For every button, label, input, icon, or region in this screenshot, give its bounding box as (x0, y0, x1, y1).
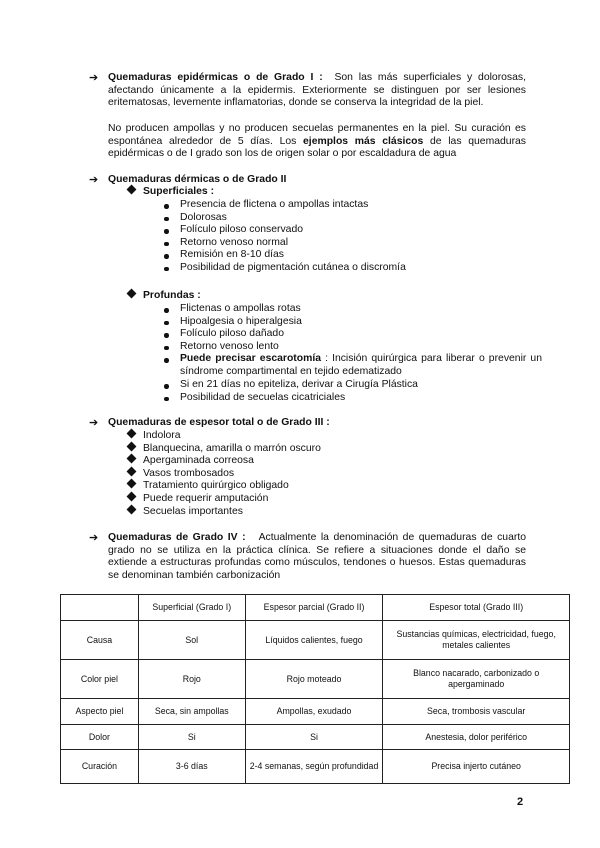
list-item-text: Si en 21 días no epiteliza, derivar a Cirugía Plástica (180, 379, 418, 390)
profundas-list-2 (164, 379, 418, 404)
table-cell: Si (138, 725, 245, 750)
bullet-icon (164, 204, 169, 209)
list-item (164, 212, 406, 225)
p2-before: No producen ampollas y no producen secuelas permanentes en la piel. Su curación es espontánea alrededor de 5 días. Los (108, 123, 526, 147)
list-item (164, 262, 406, 275)
bullet-icon (164, 254, 169, 259)
list-item (164, 237, 406, 250)
list-item (164, 379, 418, 392)
table-cell: Seca, sin ampollas (138, 699, 245, 725)
list-item-text: Indolora (143, 430, 181, 441)
list-item-text: Folículo piloso dañado (180, 328, 284, 340)
list-item (164, 328, 302, 341)
list-item-text: Folículo piloso conservado (180, 224, 304, 236)
table-cell: Anestesia, dolor periférico (383, 725, 570, 750)
list-item-text: Secuelas importantes (143, 505, 243, 517)
arrow-icon: ➔ (89, 417, 99, 429)
bullet-icon (164, 397, 169, 402)
section-grado-4-text: Actualmente la denominación de quemaduras de cuarto grado no se utiliza en la práctica clínica. Se refiere a situaciones donde el daño se extiende a estructuras profundas como músculos, tendones o huesos. Estas quemaduras se denominan también carbonización (108, 532, 526, 581)
bullet-icon (164, 384, 169, 389)
table-header-cell: Espesor total (Grado III) (383, 595, 570, 621)
section-grado-1-title: Quemaduras epidérmicas o de Grado I (108, 72, 314, 83)
list-item (164, 341, 302, 354)
list-item-text: Vasos trombosados (143, 467, 235, 479)
profundas-label: Profundas : (143, 290, 201, 301)
diamond-bullet-icon (127, 454, 137, 464)
table-row (61, 750, 570, 784)
table-cell: Si (245, 725, 383, 750)
list-item-text: Remisión en 8-10 días (180, 249, 284, 261)
list-item (128, 480, 321, 493)
table-cell: 3-6 días (138, 750, 245, 784)
p2-after: de las quemaduras epidérmicas o de I grado son los de origen solar o por escaldadura de agua (108, 135, 526, 160)
section-grado-2-title: Quemaduras dérmicas o de Grado II (108, 174, 287, 185)
list-item-text: Dolorosas (180, 211, 227, 223)
diamond-bullet-icon (127, 504, 137, 514)
list-item (164, 199, 406, 212)
table-row (61, 699, 570, 725)
list-item (128, 430, 321, 443)
list-item-text: Blanquecina, amarilla o marrón oscuro (143, 442, 321, 454)
diamond-bullet-icon (127, 466, 137, 476)
profundas-heading (128, 290, 201, 303)
list-item (128, 493, 321, 506)
table-row (61, 621, 570, 660)
table-row-label: Curación (61, 750, 139, 784)
section-grado-1-text: Son las más superficiales y dolorosas, afectando únicamente a la epidermis. Exteriormente se distinguen por ser lesiones eritematosas, levemente inflamatorias, donde se conserva la integridad de la piel. (108, 72, 526, 109)
list-item-text: Posibilidad de secuelas cicatriciales (180, 391, 346, 403)
bullet-icon (164, 267, 169, 272)
table-cell: Precisa injerto cutáneo (383, 750, 570, 784)
list-item-text: Presencia de flictena o ampollas intactas (180, 199, 369, 210)
escarotomia-bold: Puede precisar escarotomía (180, 353, 322, 364)
title-colon: : (313, 72, 323, 83)
table-cell: Rojo (138, 660, 245, 699)
list-item-text: Posibilidad de pigmentación cutánea o discromía (180, 261, 406, 273)
burn-comparison-table (60, 594, 570, 784)
list-item-text: Retorno venoso lento (180, 340, 279, 352)
list-item (128, 468, 321, 481)
bullet-icon (164, 346, 169, 351)
diamond-bullet-icon (127, 289, 137, 299)
list-item (164, 303, 302, 316)
list-item (164, 249, 406, 262)
diamond-bullet-icon (127, 185, 137, 195)
list-item (164, 392, 418, 405)
table-row-label: Aspecto piel (61, 699, 139, 725)
table-cell: Blanco nacarado, carbonizado o apergaminado (383, 660, 570, 699)
list-item-text: Apergaminada correosa (143, 455, 254, 467)
table-cell: Sustancias químicas, electricidad, fuego, metales calientes (383, 621, 570, 660)
table-cell: Líquidos calientes, fuego (245, 621, 383, 660)
bullet-icon (164, 333, 169, 338)
superficiales-label: Superficiales : (143, 186, 215, 197)
list-item-text: Puede requerir amputación (143, 492, 269, 504)
list-item (128, 455, 321, 468)
table-row (61, 660, 570, 699)
table-row-label: Causa (61, 621, 139, 660)
table-row-label: Color piel (61, 660, 139, 699)
arrow-icon: ➔ (89, 72, 99, 84)
bullet-icon (164, 321, 169, 326)
section-grado-1 (108, 72, 526, 110)
table-cell: Sol (138, 621, 245, 660)
table-header-row (61, 595, 570, 621)
table-cell: Ampollas, exudado (245, 699, 383, 725)
diamond-bullet-icon (127, 429, 137, 439)
superficiales-heading (128, 186, 214, 199)
table-cell: Seca, trombosis vascular (383, 699, 570, 725)
bullet-icon (164, 229, 169, 234)
list-item (128, 443, 321, 456)
bullet-icon (164, 308, 169, 313)
escarotomia-text: : Incisión quirúrgica para liberar o prevenir un síndrome compartimental en tejido edematizado (180, 353, 542, 377)
list-item (128, 506, 321, 519)
superficiales-list (164, 199, 406, 275)
table-header-cell: Espesor parcial (Grado II) (245, 595, 383, 621)
list-item-text: Tratamiento quirúrgico obligado (143, 480, 289, 492)
title-colon: : (237, 532, 246, 543)
section-grado-1-paragraph-2 (108, 123, 526, 161)
section-grado-4-title: Quemaduras de Grado IV (108, 532, 238, 543)
escarotomia-item (164, 353, 542, 378)
diamond-bullet-icon (127, 479, 137, 489)
table-header-cell (61, 595, 139, 621)
page-number: 2 (517, 796, 524, 808)
arrow-icon: ➔ (89, 174, 99, 186)
bullet-icon (164, 217, 169, 222)
arrow-icon: ➔ (89, 532, 99, 544)
table-cell: 2-4 semanas, según profundidad (245, 750, 383, 784)
table-row (61, 725, 570, 750)
grado-3-list (128, 430, 321, 518)
table-header-cell: Superficial (Grado I) (138, 595, 245, 621)
list-item-text: Hipoalgesia o hiperalgesia (180, 315, 302, 327)
list-item-text: Retorno venoso normal (180, 236, 289, 248)
diamond-bullet-icon (127, 492, 137, 502)
table-row-label: Dolor (61, 725, 139, 750)
list-item-text: Flictenas o ampollas rotas (180, 303, 301, 314)
table-cell: Rojo moteado (245, 660, 383, 699)
section-grado-4 (108, 532, 526, 582)
list-item (164, 316, 302, 329)
diamond-bullet-icon (127, 441, 137, 451)
bullet-icon (164, 242, 169, 247)
profundas-list (164, 303, 302, 353)
p2-bold: ejemplos más clásicos (303, 135, 424, 147)
list-item (164, 224, 406, 237)
bullet-icon (164, 358, 169, 363)
section-grado-3-title: Quemaduras de espesor total o de Grado III : (108, 417, 330, 428)
